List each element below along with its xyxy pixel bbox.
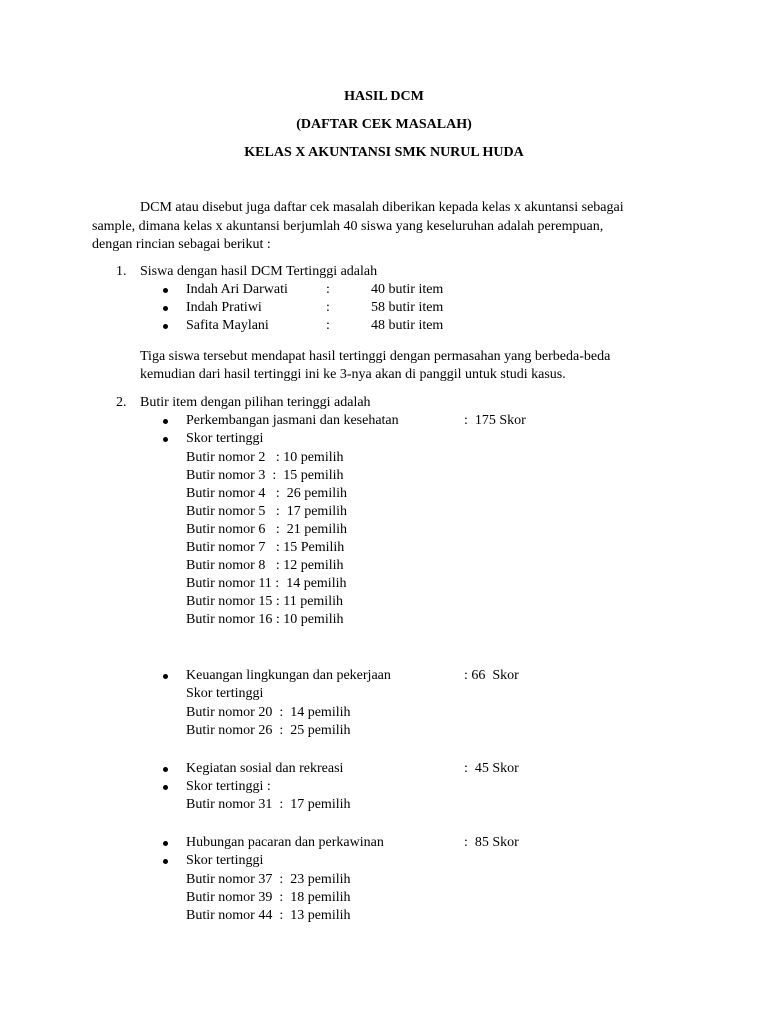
intro-line-2: sample, dimana kelas x akuntansi berjumlah 40 siswa yang keseluruhan adalah perempuan, xyxy=(92,219,604,234)
butir-item: Butir nomor 44 : 13 pemilih xyxy=(186,908,351,923)
section-2-heading: Butir item dengan pilihan teringgi adalah xyxy=(140,395,371,410)
student-name: Indah Ari Darwati xyxy=(186,282,288,297)
category-label: Hubungan pacaran dan perkawinan xyxy=(186,835,384,850)
student-value: 40 butir item xyxy=(371,282,444,297)
bullet-icon xyxy=(163,674,168,679)
bullet-icon xyxy=(163,841,168,846)
document-title: HASIL DCM xyxy=(344,89,424,104)
butir-item: Butir nomor 37 : 23 pemilih xyxy=(186,872,351,887)
section-1-heading: Siswa dengan hasil DCM Tertinggi adalah xyxy=(140,264,378,279)
butir-item: Butir nomor 6 : 21 pemilih xyxy=(186,522,347,537)
butir-item: Butir nomor 2 : 10 pemilih xyxy=(186,450,344,465)
bullet-icon xyxy=(163,306,168,311)
intro-line-3: dengan rincian sebagai berikut : xyxy=(92,237,271,252)
skor-label: Skor tertinggi xyxy=(186,686,264,701)
butir-item: Butir nomor 4 : 26 pemilih xyxy=(186,486,347,501)
butir-item: Butir nomor 11 : 14 pemilih xyxy=(186,576,347,591)
bullet-icon xyxy=(163,785,168,790)
document-subtitle: (DAFTAR CEK MASALAH) xyxy=(296,117,472,132)
document-class-heading: KELAS X AKUNTANSI SMK NURUL HUDA xyxy=(244,145,524,160)
skor-label: Skor tertinggi : xyxy=(186,779,271,794)
butir-item: Butir nomor 39 : 18 pemilih xyxy=(186,890,351,905)
student-separator: : xyxy=(326,282,330,297)
butir-item: Butir nomor 15 : 11 pemilih xyxy=(186,594,343,609)
category-label: Kegiatan sosial dan rekreasi xyxy=(186,761,344,776)
student-separator: : xyxy=(326,300,330,315)
category-score: : 175 Skor xyxy=(464,413,526,428)
butir-item: Butir nomor 7 : 15 Pemilih xyxy=(186,540,345,555)
butir-item: Butir nomor 20 : 14 pemilih xyxy=(186,705,351,720)
category-score: : 45 Skor xyxy=(464,761,519,776)
category-score: : 66 Skor xyxy=(464,668,519,683)
butir-item: Butir nomor 3 : 15 pemilih xyxy=(186,468,344,483)
bullet-icon xyxy=(163,859,168,864)
bullet-icon xyxy=(163,419,168,424)
section-2-number: 2. xyxy=(116,395,127,410)
student-separator: : xyxy=(326,318,330,333)
category-label: Keuangan lingkungan dan pekerjaan xyxy=(186,668,391,683)
butir-item: Butir nomor 31 : 17 pemilih xyxy=(186,797,351,812)
section-1-note-line-1: Tiga siswa tersebut mendapat hasil tertinggi dengan permasahan yang berbeda-beda xyxy=(140,349,611,364)
skor-label: Skor tertinggi xyxy=(186,853,264,868)
student-name: Indah Pratiwi xyxy=(186,300,262,315)
bullet-icon xyxy=(163,437,168,442)
section-1-number: 1. xyxy=(116,264,127,279)
bullet-icon xyxy=(163,288,168,293)
intro-line-1: DCM atau disebut juga daftar cek masalah diberikan kepada kelas x akuntansi sebagai xyxy=(140,200,624,215)
student-value: 58 butir item xyxy=(371,300,444,315)
butir-item: Butir nomor 8 : 12 pemilih xyxy=(186,558,344,573)
bullet-icon xyxy=(163,324,168,329)
student-value: 48 butir item xyxy=(371,318,444,333)
category-score: : 85 Skor xyxy=(464,835,519,850)
butir-item: Butir nomor 16 : 10 pemilih xyxy=(186,612,344,627)
category-label: Perkembangan jasmani dan kesehatan xyxy=(186,413,399,428)
student-name: Safita Maylani xyxy=(186,318,269,333)
butir-item: Butir nomor 5 : 17 pemilih xyxy=(186,504,347,519)
butir-item: Butir nomor 26 : 25 pemilih xyxy=(186,723,351,738)
section-1-note-line-2: kemudian dari hasil tertinggi ini ke 3-nya akan di panggil untuk studi kasus. xyxy=(140,367,566,382)
bullet-icon xyxy=(163,767,168,772)
skor-label: Skor tertinggi xyxy=(186,431,264,446)
